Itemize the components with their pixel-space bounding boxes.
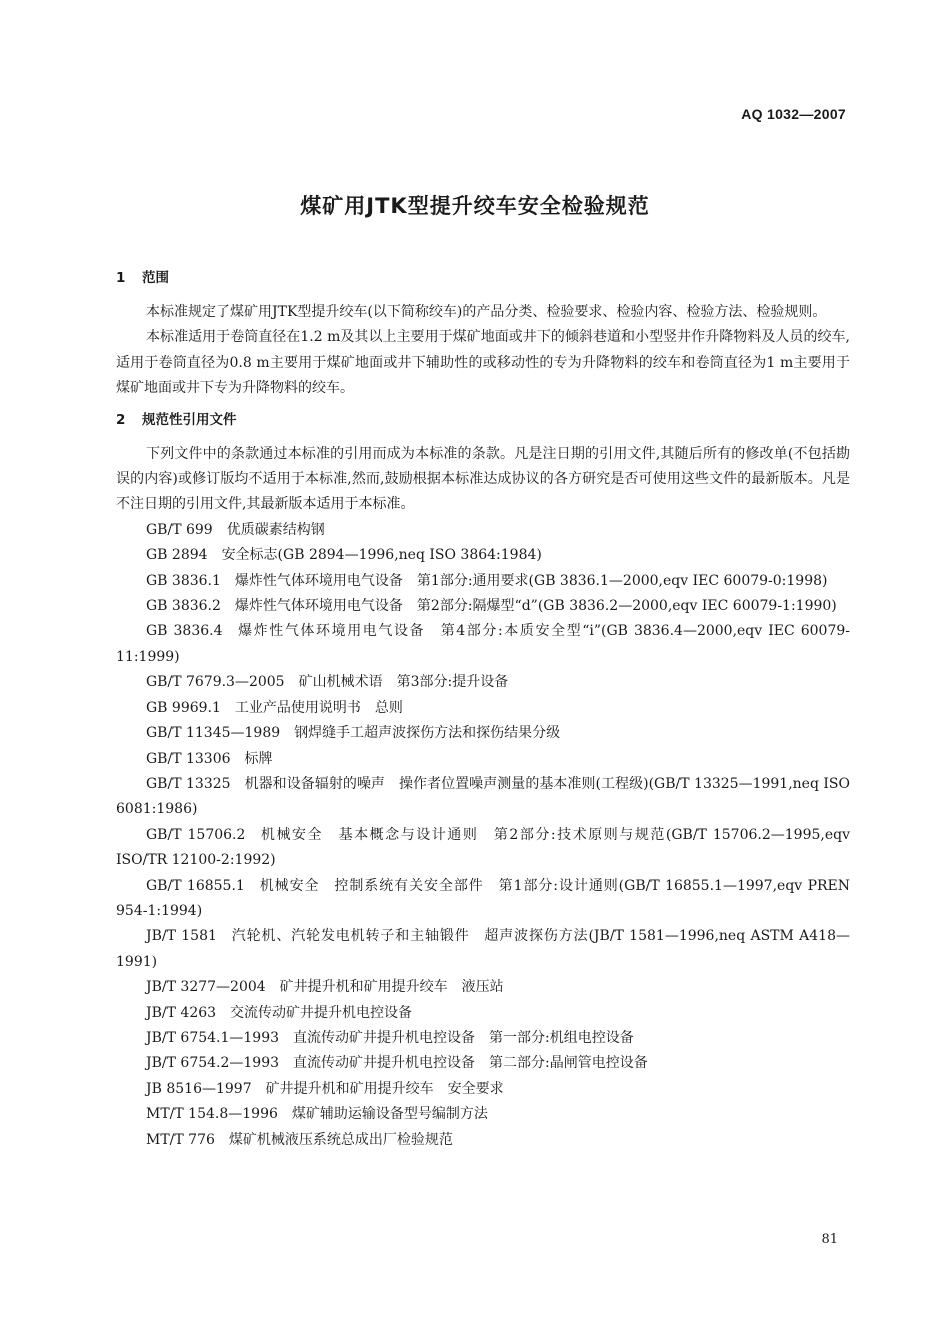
reference-code: GB 3836.4 <box>146 623 223 640</box>
reference-title: 矿井提升机和矿用提升绞车 液压站 <box>279 979 504 996</box>
reference-title: 标牌 <box>244 750 273 767</box>
reference-item <box>116 594 850 619</box>
reference-title: 矿井提升机和矿用提升绞车 安全要求 <box>265 1080 504 1097</box>
reference-item <box>116 1102 850 1127</box>
reference-title: 钢焊缝手工超声波探伤方法和探伤结果分级 <box>294 725 561 742</box>
reference-code: GB 3836.2 <box>146 598 221 615</box>
reference-item <box>116 1026 850 1051</box>
section-heading-normative-references <box>116 408 850 433</box>
reference-item <box>116 874 850 925</box>
reference-item <box>116 721 850 746</box>
reference-code: JB/T 6754.1—1993 <box>146 1029 280 1046</box>
section-heading-scope <box>116 266 850 291</box>
reference-item <box>116 1001 850 1026</box>
reference-title: 煤矿机械液压系统总成出厂检验规范 <box>228 1131 453 1148</box>
reference-title: 汽轮机、汽轮发电机转子和主轴锻件 超声波探伤方法(JB/T 1581—1996,neq ASTM A418—1991) <box>116 928 850 970</box>
reference-title: 爆炸性气体环境用电气设备 第2部分:隔爆型“d”(GB 3836.2—2000,eqv IEC 60079-1:1990) <box>234 598 837 615</box>
document-title: 煤矿用JTK型提升绞车安全检验规范 <box>300 194 650 218</box>
reference-item <box>116 1077 850 1102</box>
reference-title: 直流传动矿井提升机电控设备 第二部分:晶闸管电控设备 <box>293 1055 648 1072</box>
reference-code: GB/T 16855.1 <box>146 877 245 894</box>
reference-title: 矿山机械术语 第3部分:提升设备 <box>298 674 509 691</box>
paragraph: 下列文件中的条款通过本标准的引用而成为本标准的条款。凡是注日期的引用文件,其随后所有的修改单(不包括勘误的内容)或修订版均不适用于本标准,然而,鼓励根据本标准达成协议的各方研究是否可使用这些文件的最新版本。凡是不注日期的引用文件,其最新版本适用于本标准。 <box>116 445 850 513</box>
document-body <box>116 266 850 1153</box>
reference-item <box>116 975 850 1000</box>
reference-title: 直流传动矿井提升机电控设备 第一部分:机组电控设备 <box>293 1029 634 1046</box>
reference-code: MT/T 154.8—1996 <box>146 1106 278 1123</box>
reference-code: GB/T 13325 <box>146 775 231 792</box>
reference-item <box>116 619 850 670</box>
reference-code: JB/T 3277—2004 <box>146 979 266 996</box>
reference-title: 工业产品使用说明书 总则 <box>234 699 403 716</box>
reference-code: GB 2894 <box>146 547 208 564</box>
reference-item <box>116 1051 850 1076</box>
reference-code: GB/T 11345—1989 <box>146 725 281 742</box>
reference-code: JB 8516—1997 <box>146 1080 252 1097</box>
reference-code: GB 3836.1 <box>146 572 221 589</box>
reference-code: MT/T 776 <box>146 1131 215 1148</box>
reference-title: 交流传动矿井提升机电控设备 <box>230 1004 413 1021</box>
reference-title: 优质碳素结构钢 <box>226 521 325 538</box>
reference-item <box>116 1128 850 1153</box>
section-number: 1 <box>116 270 126 286</box>
reference-title: 机械安全 控制系统有关安全部件 第1部分:设计通则(GB/T 16855.1—1997,eqv PREN 954-1:1994) <box>116 877 850 919</box>
section-title: 范围 <box>142 270 169 286</box>
reference-item <box>116 772 850 823</box>
reference-item <box>116 518 850 543</box>
paragraph: 本标准适用于卷筒直径在1.2 m及其以上主要用于煤矿地面或井下的倾斜巷道和小型竖井作升降物料及人员的绞车,适用于卷筒直径为0.8 m主要用于煤矿地面或井下辅助性的或移动性的专为升降物料的绞车和卷筒直径为1 m主要用于煤矿地面或井下专为升降物料的绞车。 <box>116 329 850 397</box>
reference-item <box>116 747 850 772</box>
reference-item <box>116 696 850 721</box>
reference-title: 机械安全 基本概念与设计通则 第2部分:技术原则与规范(GB/T 15706.2—1995,eqv ISO/TR 12100-2:1992) <box>116 826 850 869</box>
reference-item <box>116 924 850 975</box>
reference-code: GB/T 15706.2 <box>146 826 246 843</box>
reference-code: JB/T 6754.2—1993 <box>146 1055 280 1072</box>
reference-code: GB/T 7679.3—2005 <box>146 674 285 691</box>
reference-list <box>116 518 850 1153</box>
reference-title: 煤矿辅助运输设备型号编制方法 <box>291 1106 488 1123</box>
reference-title: 安全标志(GB 2894—1996,neq ISO 3864:1984) <box>221 547 542 564</box>
section-number: 2 <box>116 411 126 428</box>
reference-code: GB/T 13306 <box>146 750 231 767</box>
paragraph: 本标准规定了煤矿用JTK型提升绞车(以下简称绞车)的产品分类、检验要求、检验内容、检验方法、检验规则。 <box>146 304 827 320</box>
reference-code: GB/T 699 <box>146 521 213 538</box>
reference-code: JB/T 1581 <box>146 928 217 945</box>
reference-code: JB/T 4263 <box>146 1004 217 1021</box>
reference-item <box>116 569 850 594</box>
reference-title: 机器和设备辐射的噪声 操作者位置噪声测量的基本准则(工程级)(GB/T 13325—1991,neq ISO 6081:1986) <box>116 775 851 818</box>
section-title: 规范性引用文件 <box>142 411 237 428</box>
reference-item <box>116 670 850 695</box>
reference-title: 爆炸性气体环境用电气设备 第4部分:本质安全型“i”(GB 3836.4—2000,eqv IEC 60079-11:1999) <box>116 623 850 665</box>
reference-item <box>116 543 850 568</box>
standard-code: AQ 1032—2007 <box>741 106 846 122</box>
reference-title: 爆炸性气体环境用电气设备 第1部分:通用要求(GB 3836.1—2000,eqv IEC 60079-0:1998) <box>234 572 828 589</box>
reference-item <box>116 823 850 874</box>
reference-code: GB 9969.1 <box>146 699 221 716</box>
page-number: 81 <box>821 1232 838 1247</box>
